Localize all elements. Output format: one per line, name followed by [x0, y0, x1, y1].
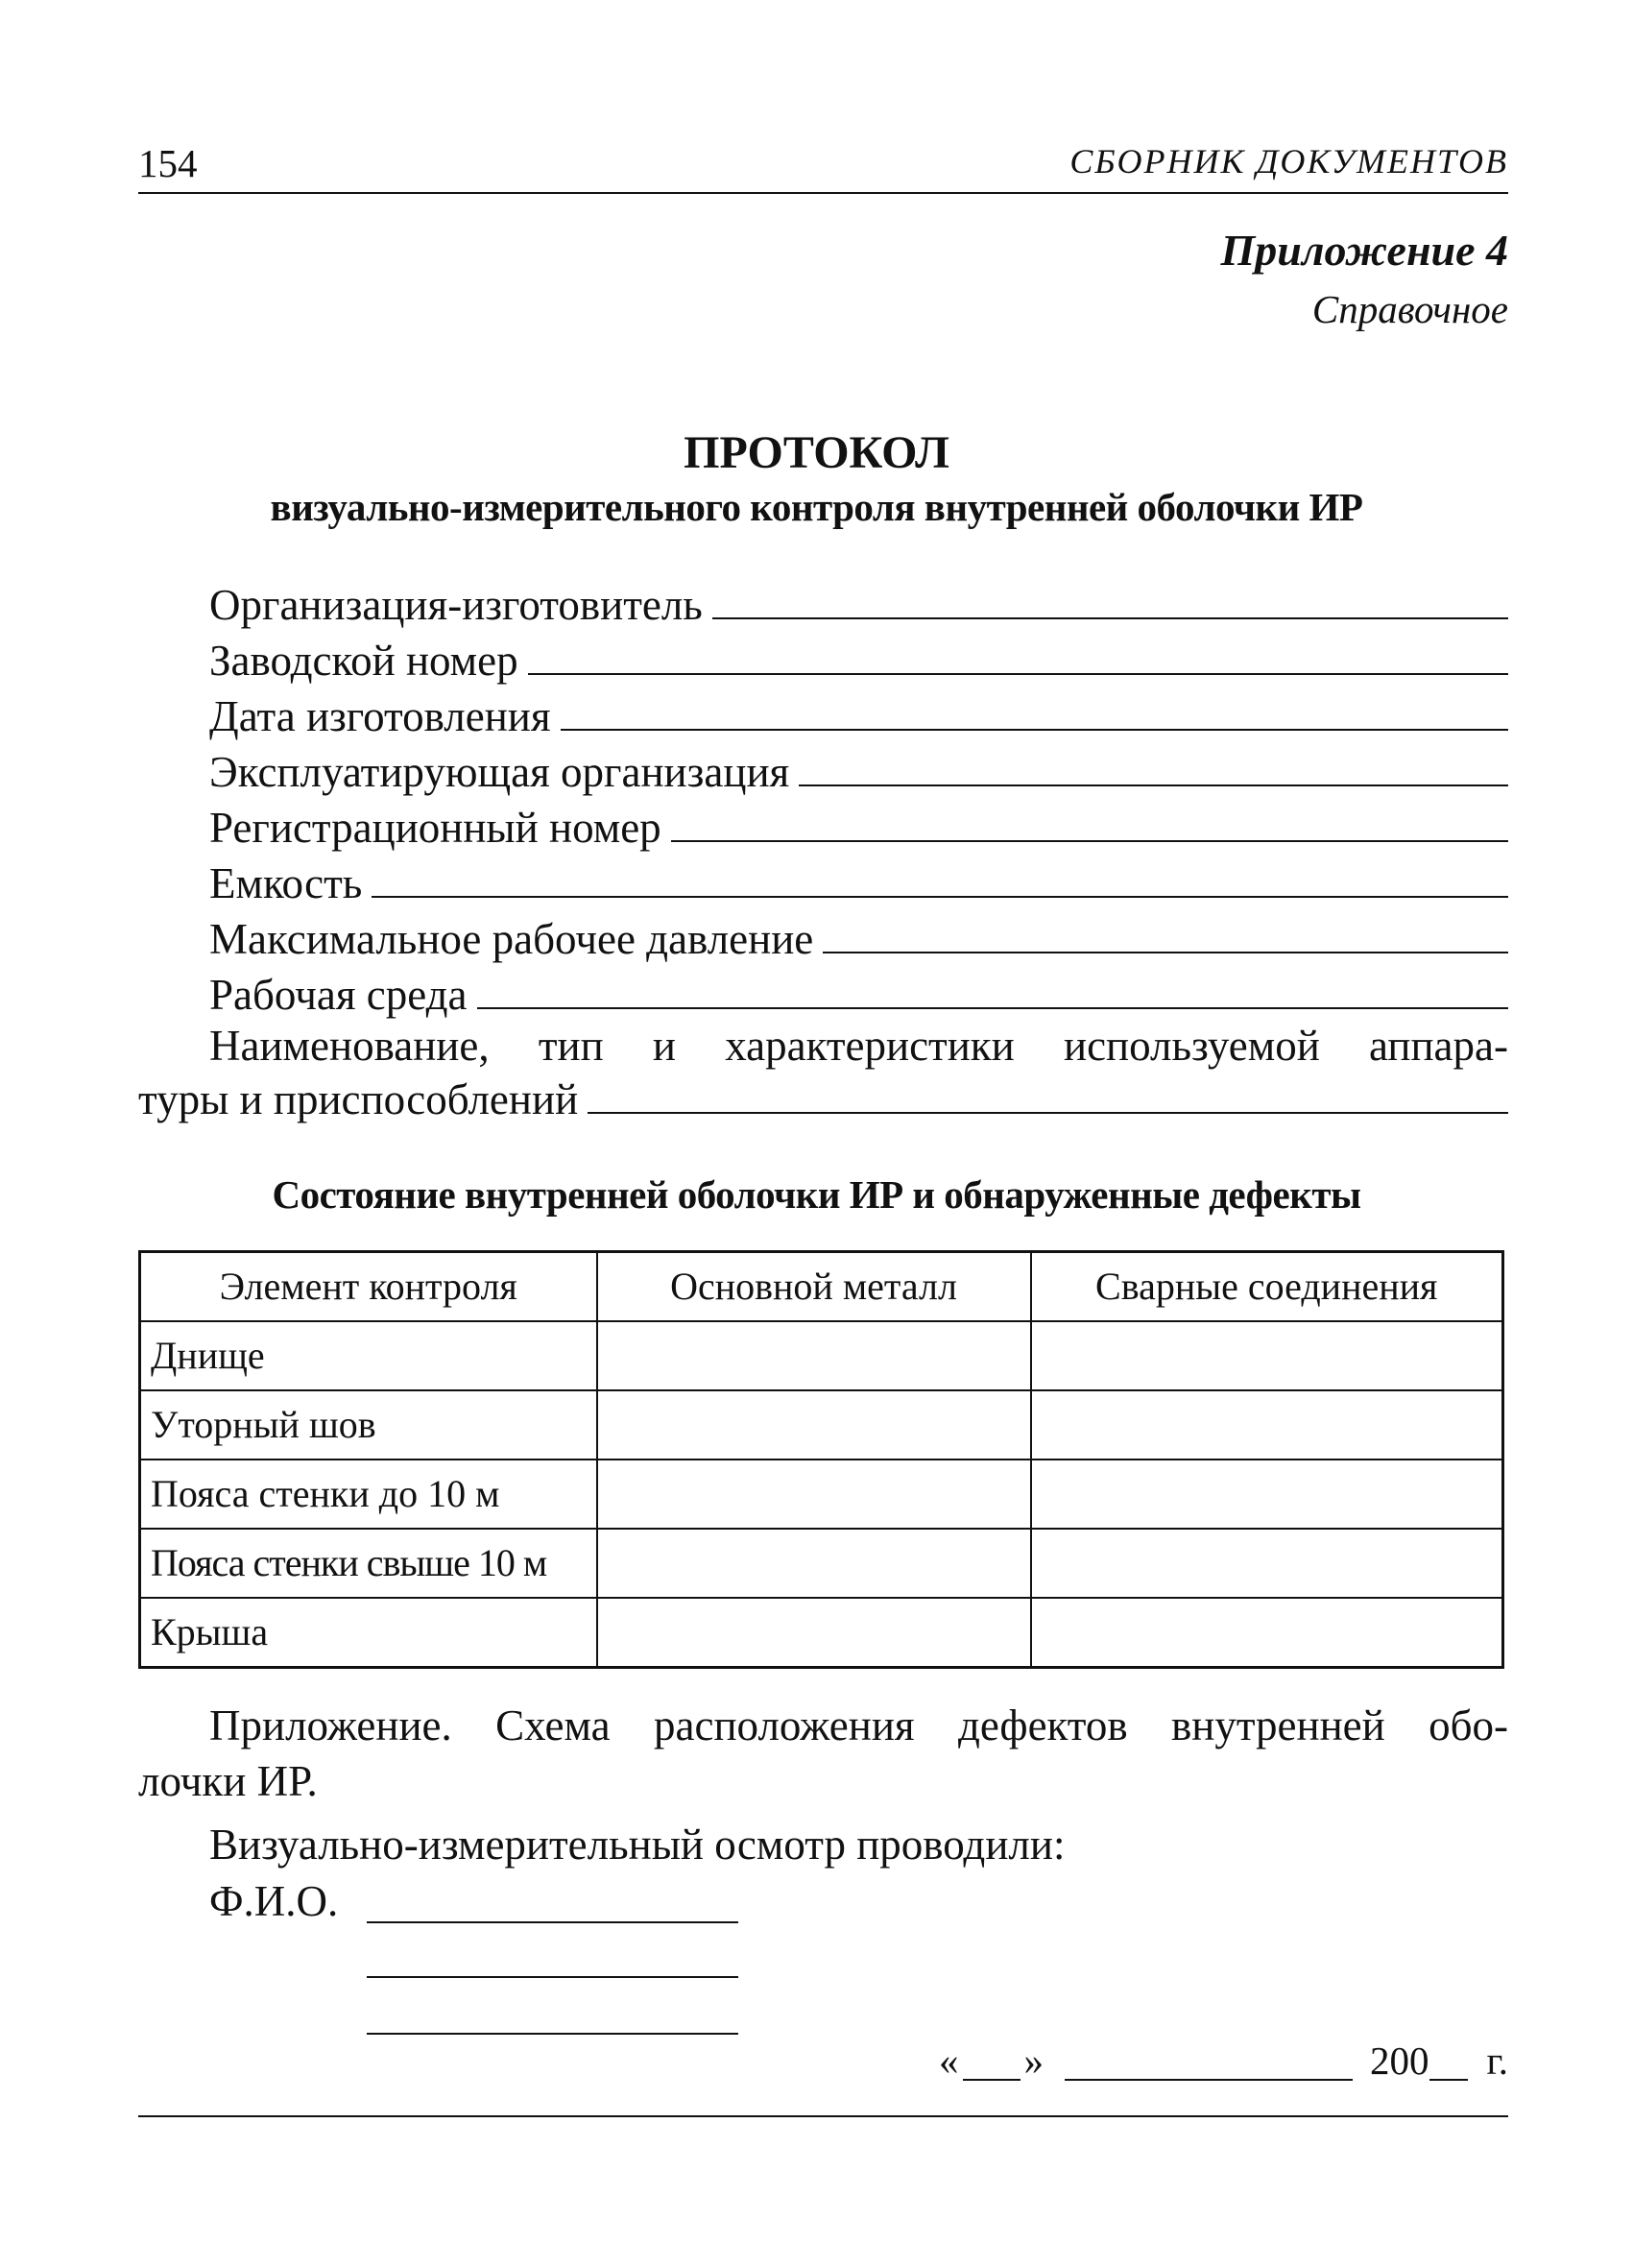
- date-open-quote: «: [939, 2039, 959, 2083]
- field-blank-line[interactable]: [712, 579, 1508, 619]
- note-line1: Приложение. Схема расположения дефектов внутренней обо-: [209, 1701, 1508, 1749]
- date-month-blank[interactable]: [1065, 2044, 1353, 2081]
- field-blank-line[interactable]: [671, 802, 1508, 842]
- field-capacity: [209, 850, 1508, 905]
- table-row: [140, 1529, 1503, 1598]
- date-day-blank[interactable]: [963, 2044, 1021, 2081]
- table-cell-element: Пояса стенки до 10 м: [140, 1460, 597, 1529]
- field-manufacture-date: [209, 683, 1508, 738]
- table-cell-base-metal[interactable]: [597, 1390, 1031, 1460]
- field-working-medium: [209, 961, 1508, 1017]
- field-equipment-row2: [138, 1074, 1508, 1122]
- date-year-blank[interactable]: [1429, 2044, 1468, 2081]
- note-line2: лочки ИР.: [138, 1757, 318, 1805]
- field-manufacturer: [209, 571, 1508, 627]
- form-fields: [209, 571, 1508, 1017]
- table-cell-element: Пояса стенки свыше 10 м: [140, 1529, 597, 1598]
- footer-divider: [138, 2115, 1508, 2117]
- signature-line[interactable]: [367, 2033, 738, 2035]
- field-label: Эксплуатирующая организация: [209, 748, 790, 796]
- appendix-note: [138, 1698, 1508, 1809]
- field-label: Заводской номер: [209, 637, 518, 685]
- table-cell-element: Уторный шов: [140, 1390, 597, 1460]
- table-cell-welds[interactable]: [1031, 1529, 1503, 1598]
- date-year-prefix: 200: [1370, 2039, 1429, 2083]
- signature-line[interactable]: [367, 1921, 738, 1923]
- table-cell-welds[interactable]: [1031, 1460, 1503, 1529]
- header-divider: [138, 192, 1508, 194]
- table-cell-welds[interactable]: [1031, 1598, 1503, 1668]
- field-blank-line[interactable]: [561, 690, 1508, 731]
- column-header: Основной металл: [597, 1252, 1031, 1322]
- table-cell-base-metal[interactable]: [597, 1460, 1031, 1529]
- appendix-type: Справочное: [1311, 287, 1508, 331]
- field-blank-line[interactable]: [477, 969, 1508, 1009]
- table-row: [140, 1598, 1503, 1668]
- field-equipment: [138, 1018, 1508, 1122]
- field-operating-organization: [209, 738, 1508, 794]
- field-blank-line[interactable]: [588, 1074, 1508, 1114]
- field-blank-line[interactable]: [799, 746, 1508, 786]
- field-label: Дата изготовления: [209, 692, 551, 740]
- table-cell-element: Крыша: [140, 1598, 597, 1668]
- field-label: Рабочая среда: [209, 971, 468, 1019]
- table-row: [140, 1390, 1503, 1460]
- date-close-quote: »: [1023, 2039, 1045, 2083]
- field-label: Организация-изготовитель: [209, 581, 703, 629]
- table-cell-welds[interactable]: [1031, 1390, 1503, 1460]
- field-max-pressure: [209, 905, 1508, 961]
- field-label-line1: Наименование, тип и характеристики используемой аппара-: [209, 1022, 1508, 1070]
- field-blank-line[interactable]: [372, 857, 1508, 898]
- section-title: Состояние внутренней оболочки ИР и обнаруженные дефекты: [272, 1172, 1361, 1217]
- field-label: Максимальное рабочее давление: [209, 915, 814, 963]
- inspectors-heading: Визуально-измерительный осмотр проводили:: [209, 1821, 1066, 1869]
- date-line: [939, 2041, 1508, 2081]
- table-row: [140, 1460, 1503, 1529]
- page-number: 154: [138, 141, 198, 185]
- field-registration-number: [209, 794, 1508, 850]
- table-cell-element: Днище: [140, 1321, 597, 1390]
- field-label: Емкость: [209, 859, 363, 907]
- defects-table: [138, 1250, 1504, 1669]
- fio-label: Ф.И.О.: [209, 1877, 339, 1925]
- column-header: Сварные соединения: [1031, 1252, 1503, 1322]
- field-label: Регистрационный номер: [209, 804, 661, 852]
- table-row: [140, 1321, 1503, 1390]
- table-cell-base-metal[interactable]: [597, 1529, 1031, 1598]
- signature-line[interactable]: [367, 1976, 738, 1978]
- table-cell-base-metal[interactable]: [597, 1598, 1031, 1668]
- appendix-label: Приложение 4: [1220, 226, 1508, 275]
- table-cell-welds[interactable]: [1031, 1321, 1503, 1390]
- table-cell-base-metal[interactable]: [597, 1321, 1031, 1390]
- table-header-row: [140, 1252, 1503, 1322]
- field-serial-number: [209, 627, 1508, 683]
- column-header: Элемент контроля: [140, 1252, 597, 1322]
- date-year-suffix: г.: [1486, 2039, 1508, 2083]
- field-blank-line[interactable]: [823, 913, 1508, 953]
- running-title: СБОРНИК ДОКУМЕНТОВ: [1069, 142, 1508, 181]
- field-blank-line[interactable]: [528, 635, 1508, 675]
- document-subtitle: визуально-измерительного контроля внутренней оболочки ИР: [270, 485, 1363, 529]
- document-title: ПРОТОКОЛ: [684, 427, 949, 478]
- field-label-line2: туры и приспособлений: [138, 1075, 579, 1123]
